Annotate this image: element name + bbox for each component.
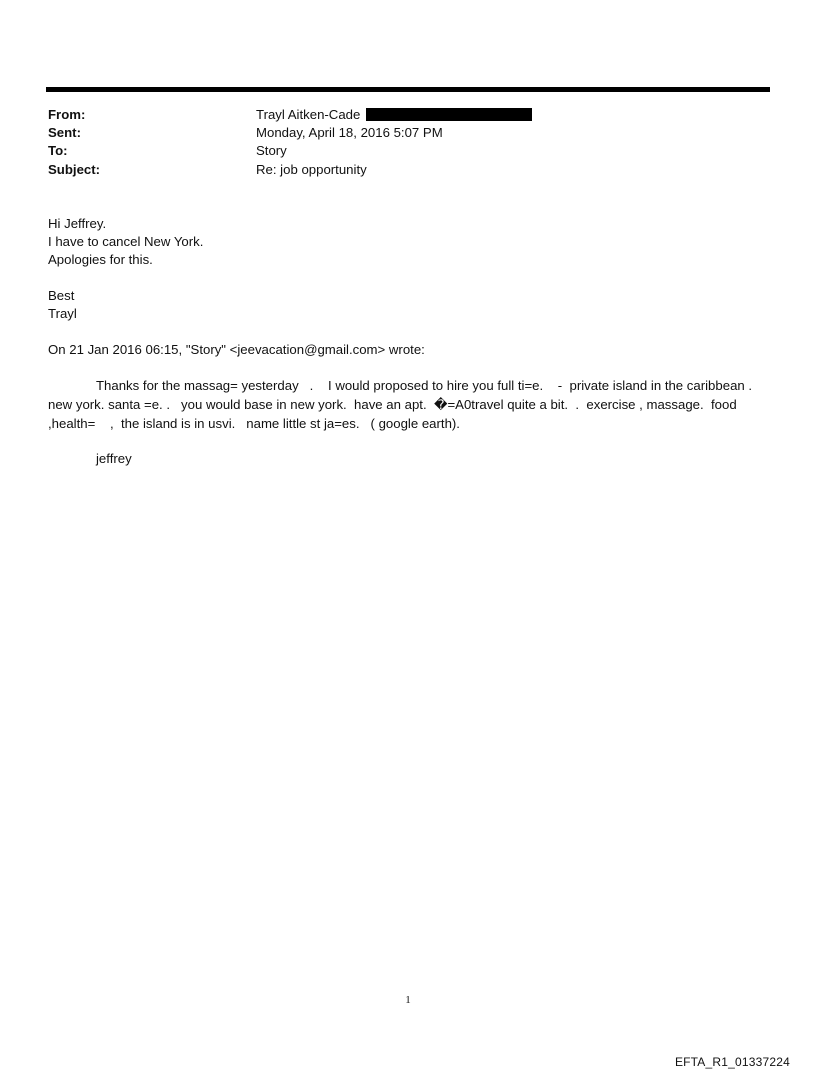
document-id: EFTA_R1_01337224	[674, 1055, 790, 1069]
message-greeting	[48, 215, 768, 270]
sent-label: Sent:	[48, 125, 81, 141]
header-subject	[48, 161, 768, 179]
header-to	[48, 142, 768, 160]
quoted-line: ,health= , the island is in usvi. name little st ja=es. ( google earth).	[48, 416, 460, 431]
quoted-signature: jeffrey	[96, 451, 132, 466]
to-label: To:	[48, 143, 68, 159]
email-headers	[48, 106, 768, 179]
header-from	[48, 106, 768, 124]
to-value: Story	[256, 143, 287, 159]
quoted-line	[48, 376, 772, 395]
quoted-line: new york. santa =e. . you would base in new york. have an apt. �=A0travel quite a bit. . exercise , massage. food	[48, 397, 737, 412]
header-sent	[48, 124, 768, 142]
from-name: Trayl Aitken-Cade	[256, 107, 361, 122]
quoted-message	[48, 376, 772, 433]
message-signoff	[48, 287, 768, 323]
body-line: Hi Jeffrey.	[48, 216, 107, 231]
from-label: From:	[48, 107, 86, 122]
body-line: Apologies for this.	[48, 252, 153, 268]
subject-value: Re: job opportunity	[256, 161, 367, 177]
signoff-line: Trayl	[48, 306, 77, 322]
page-number: 1	[405, 994, 411, 1006]
quoted-line-text: Thanks for the massag= yesterday . I would proposed to hire you full ti=e. - private island in the caribbean .	[96, 378, 753, 393]
header-divider	[46, 87, 770, 92]
body-line: I have to cancel New York.	[48, 234, 204, 250]
sent-value: Monday, April 18, 2016 5:07 PM	[256, 125, 443, 141]
redaction-box	[366, 108, 532, 121]
subject-label: Subject:	[48, 161, 101, 177]
quote-attribution: On 21 Jan 2016 06:15, "Story" <jeevacation@gmail.com> wrote:	[48, 342, 425, 357]
from-value	[256, 106, 768, 124]
signoff-line: Best	[48, 288, 75, 303]
